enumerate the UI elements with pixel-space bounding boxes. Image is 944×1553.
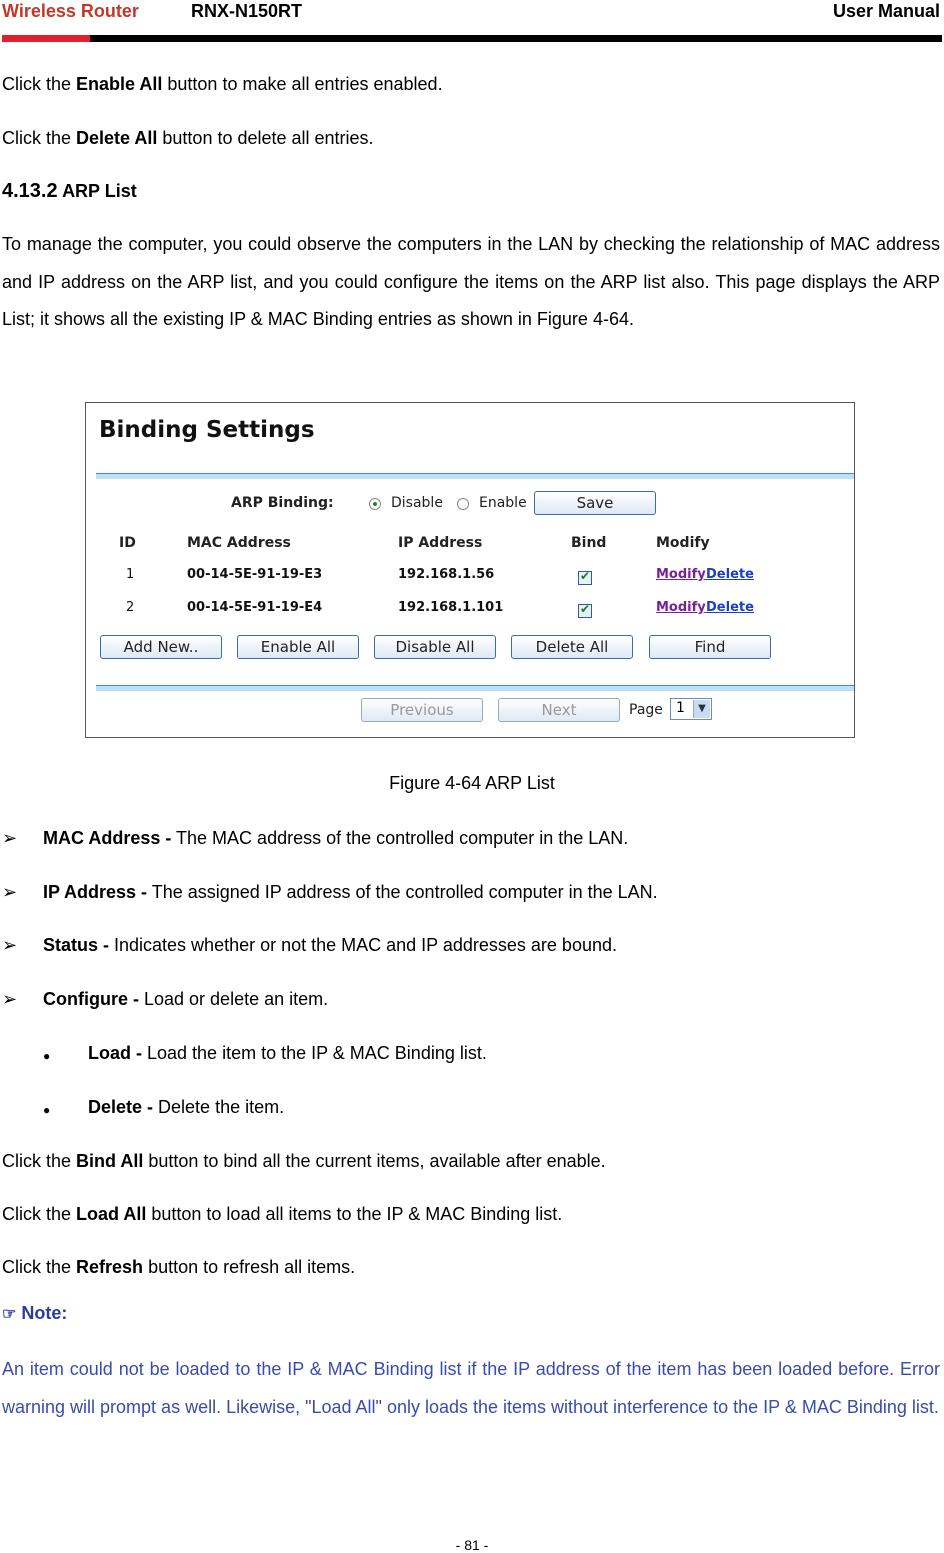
bold-term: IP Address - xyxy=(43,882,148,902)
text: button to load all items to the IP & MAC Binding list. xyxy=(146,1204,563,1224)
text: Click the xyxy=(2,128,77,148)
text: The MAC address of the controlled computer in the LAN. xyxy=(171,828,629,848)
page-value: 1 xyxy=(676,700,685,716)
enable-label: Enable xyxy=(479,495,527,511)
previous-button[interactable]: Previous xyxy=(361,698,483,722)
bold-term: Enable All xyxy=(76,74,163,94)
text: Click the xyxy=(2,1257,77,1277)
text: Click the xyxy=(2,1151,77,1171)
disable-label: Disable xyxy=(391,495,443,511)
bold-term: MAC Address - xyxy=(43,828,172,848)
row-ip: 192.168.1.101 xyxy=(398,600,504,615)
header-rule xyxy=(90,35,942,42)
modify-link[interactable]: Modify xyxy=(656,567,706,582)
bind-checkbox[interactable] xyxy=(578,571,592,585)
section-title: ARP List xyxy=(62,181,137,201)
next-button[interactable]: Next xyxy=(498,698,620,722)
enable-radio[interactable] xyxy=(457,498,469,510)
header-rule-accent xyxy=(2,35,90,42)
text: The assigned IP address of the controlled computer in the LAN. xyxy=(147,882,658,902)
text: Click the xyxy=(2,1204,77,1224)
bold-term: Bind All xyxy=(76,1151,144,1171)
section-body: To manage the computer, you could observe the computers in the LAN by checking the relationship of MAC address and IP address on the ARP list, and you could configure the items on the ARP list also. This page displays the ARP List; it shows all the existing IP & MAC Binding entries as shown in Figure 4-64. xyxy=(2,234,940,329)
disable-all-button[interactable]: Disable All xyxy=(374,635,496,659)
dot-bullet-icon: ● xyxy=(43,1049,51,1063)
bold-term: Load - xyxy=(88,1043,142,1063)
figure-title: Binding Settings xyxy=(99,417,315,443)
header-product: Wireless Router xyxy=(2,1,139,21)
figure-divider-bottom xyxy=(96,685,854,691)
intro-line-delete-all xyxy=(2,127,940,149)
bind-checkbox[interactable] xyxy=(578,604,592,618)
text: Indicates whether or not the MAC and IP addresses are bound. xyxy=(109,935,617,955)
text: Load the item to the IP & MAC Binding list. xyxy=(142,1043,487,1063)
note-heading xyxy=(2,1303,67,1324)
bullet-ip-address xyxy=(2,881,658,903)
arp-binding-label: ARP Binding: xyxy=(231,495,334,511)
click-line-refresh xyxy=(2,1256,940,1278)
delete-link[interactable]: Delete xyxy=(706,567,754,582)
column-header-bind: Bind xyxy=(571,535,607,551)
add-new-button[interactable]: Add New.. xyxy=(100,635,222,659)
column-header-id: ID xyxy=(119,535,136,551)
delete-link[interactable]: Delete xyxy=(706,600,754,615)
row-id: 1 xyxy=(126,567,135,582)
arrow-bullet-icon: ➢ xyxy=(2,882,18,902)
text: button to make all entries enabled. xyxy=(162,74,443,94)
column-header-mac: MAC Address xyxy=(187,535,291,551)
row-id: 2 xyxy=(126,600,135,615)
text: button to bind all the current items, available after enable. xyxy=(143,1151,606,1171)
row-ip: 192.168.1.56 xyxy=(398,567,495,582)
disable-radio[interactable] xyxy=(369,498,381,510)
click-line-bind-all xyxy=(2,1150,940,1172)
text: button to refresh all items. xyxy=(143,1257,356,1277)
arrow-bullet-icon: ➢ xyxy=(2,828,18,848)
text: Click the xyxy=(2,74,77,94)
bullet-status xyxy=(2,934,617,956)
arrow-bullet-icon: ➢ xyxy=(2,935,18,955)
note-text: An item could not be loaded to the IP & MAC Binding list if the IP address of the item has been loaded before. Error warning will prompt as well. Likewise, "Load All" only loads the items without interference to the IP & MAC Binding list. xyxy=(2,1359,940,1417)
bold-term: Load All xyxy=(76,1204,147,1224)
save-button[interactable]: Save xyxy=(534,491,656,515)
note-label: Note: xyxy=(21,1303,68,1323)
section-heading xyxy=(2,180,137,203)
figure-caption: Figure 4-64 ARP List xyxy=(389,773,555,793)
section-number: 4.13.2 xyxy=(2,180,58,202)
bullet-mac-address xyxy=(2,827,628,849)
bullet-configure xyxy=(2,988,328,1010)
page-number: - 81 - xyxy=(455,1537,489,1553)
text: Delete the item. xyxy=(153,1097,285,1117)
bold-term: Configure - xyxy=(43,989,139,1009)
column-header-modify: Modify xyxy=(656,535,710,551)
delete-all-button[interactable]: Delete All xyxy=(511,635,633,659)
page-label: Page xyxy=(629,702,663,718)
pointing-hand-icon: ☞ xyxy=(2,1306,17,1323)
find-button[interactable]: Find xyxy=(649,635,771,659)
column-header-ip: IP Address xyxy=(398,535,483,551)
bold-term: Refresh xyxy=(76,1257,144,1277)
bold-term: Status - xyxy=(43,935,110,955)
text: button to delete all entries. xyxy=(157,128,374,148)
dot-bullet-icon: ● xyxy=(43,1103,51,1117)
row-mac: 00-14-5E-91-19-E4 xyxy=(187,600,323,615)
text: Load or delete an item. xyxy=(139,989,329,1009)
figure-divider-top xyxy=(96,473,854,479)
enable-all-button[interactable]: Enable All xyxy=(237,635,359,659)
subbullet-delete xyxy=(2,1096,284,1118)
arrow-bullet-icon: ➢ xyxy=(2,989,18,1009)
header-manual: User Manual xyxy=(832,1,940,21)
modify-link[interactable]: Modify xyxy=(656,600,706,615)
bold-term: Delete All xyxy=(76,128,158,148)
bold-term: Delete - xyxy=(88,1097,154,1117)
subbullet-load xyxy=(2,1042,487,1064)
chevron-down-icon: ▼ xyxy=(693,700,710,718)
intro-line-enable-all xyxy=(2,73,940,95)
row-mac: 00-14-5E-91-19-E3 xyxy=(187,567,323,582)
click-line-load-all xyxy=(2,1203,940,1225)
binding-settings-figure xyxy=(85,402,855,738)
page-select[interactable] xyxy=(670,698,712,720)
header-model: RNX-N150RT xyxy=(191,1,303,21)
